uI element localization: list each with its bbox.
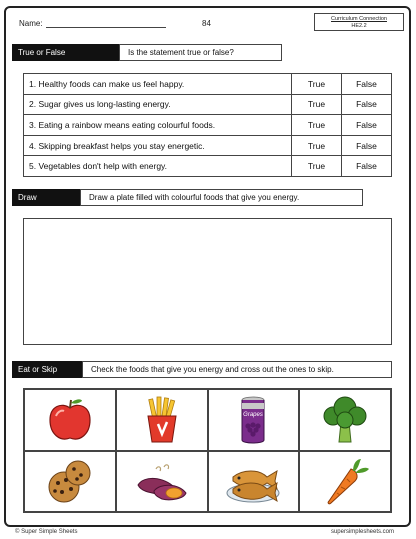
false-option-3[interactable]: False xyxy=(342,115,392,136)
apple-icon xyxy=(42,394,98,446)
true-false-table xyxy=(23,73,392,177)
false-option-1[interactable]: False xyxy=(342,74,392,95)
true-option-1[interactable]: True xyxy=(292,74,342,95)
sweet-potato-icon xyxy=(134,455,190,507)
true-option-5[interactable]: True xyxy=(292,156,342,177)
footer-website: supersimplesheets.com xyxy=(330,529,394,535)
statement-1: 1. Healthy foods can make us feel happy. xyxy=(24,74,292,95)
table-row xyxy=(24,135,392,156)
table-row xyxy=(24,115,392,136)
broccoli-icon xyxy=(317,394,373,446)
true-false-header xyxy=(12,44,282,61)
draw-tag: Draw xyxy=(12,189,80,206)
name-label: Name: xyxy=(19,19,43,28)
food-cell-cookies[interactable] xyxy=(24,451,116,513)
food-cell-apple[interactable] xyxy=(24,389,116,451)
table-row xyxy=(24,74,392,95)
eat-or-skip-tag: Eat or Skip xyxy=(12,361,82,378)
draw-header xyxy=(12,189,363,206)
false-option-5[interactable]: False xyxy=(342,156,392,177)
cookies-icon xyxy=(42,455,98,507)
true-option-4[interactable]: True xyxy=(292,135,342,156)
eat-or-skip-header xyxy=(12,361,392,378)
curriculum-connection-box xyxy=(314,13,404,31)
food-cell-french-fries[interactable] xyxy=(116,389,208,451)
food-cell-broccoli[interactable] xyxy=(299,389,391,451)
true-option-3[interactable]: True xyxy=(292,115,342,136)
curriculum-title: Curriculum Connection xyxy=(331,16,387,22)
false-option-4[interactable]: False xyxy=(342,135,392,156)
carrot-icon xyxy=(317,455,373,507)
statement-5: 5. Vegetables don't help with energy. xyxy=(24,156,292,177)
fish-icon xyxy=(225,455,281,507)
table-row xyxy=(24,156,392,177)
statement-4: 4. Skipping breakfast helps you stay energetic. xyxy=(24,135,292,156)
statement-2: 2. Sugar gives us long-lasting energy. xyxy=(24,94,292,115)
eat-or-skip-instruction: Check the foods that give you energy and cross out the ones to skip. xyxy=(82,361,392,378)
food-cell-grape-soda[interactable] xyxy=(208,389,300,451)
table-row xyxy=(24,94,392,115)
french-fries-icon xyxy=(134,394,190,446)
curriculum-code: HE2.2 xyxy=(351,23,367,29)
drawing-area[interactable] xyxy=(23,218,392,345)
svg-text:Grapes: Grapes xyxy=(243,411,264,418)
food-cell-fish[interactable] xyxy=(208,451,300,513)
page-number: 84 xyxy=(202,19,211,28)
true-option-2[interactable]: True xyxy=(292,94,342,115)
food-cell-sweet-potatoes[interactable] xyxy=(116,451,208,513)
food-cell-carrot[interactable] xyxy=(299,451,391,513)
true-false-instruction: Is the statement true or false? xyxy=(119,44,282,61)
food-grid xyxy=(23,388,392,513)
name-field[interactable] xyxy=(19,19,166,28)
statement-3: 3. Eating a rainbow means eating colourful foods. xyxy=(24,115,292,136)
true-false-tag: True or False xyxy=(12,44,119,61)
name-blank-line[interactable] xyxy=(46,27,166,28)
false-option-2[interactable]: False xyxy=(342,94,392,115)
draw-instruction: Draw a plate filled with colourful foods that give you energy. xyxy=(80,189,363,206)
footer-copyright: © Super Simple Sheets xyxy=(15,529,78,535)
soda-can-icon xyxy=(225,394,281,446)
